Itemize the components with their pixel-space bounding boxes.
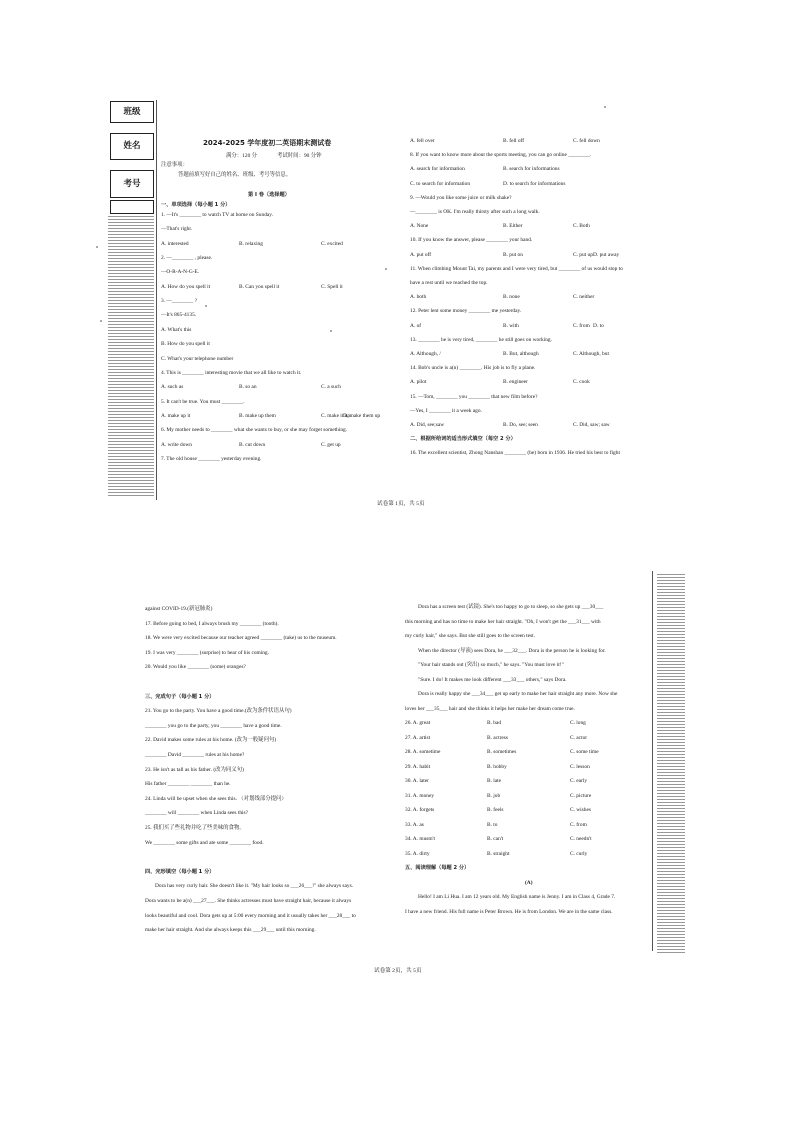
answer-option: B. with xyxy=(503,322,519,329)
answer-option: B. Can you spell it xyxy=(239,283,280,290)
question-line: 7. The old house ________ yesterday evening. xyxy=(161,455,262,462)
question-line: ________ David ________ rules at his home? xyxy=(145,752,245,758)
question-line: Hello! I am Li Hua. I am 12 years old. My English name is Jenny. I am in Class 4, Grade 7. xyxy=(418,894,616,900)
question-line: 10. If you know the answer, please ________ your hand. xyxy=(410,237,533,244)
answer-option: A. fell over xyxy=(410,138,435,144)
answer-option: D. to search for informations xyxy=(503,180,566,187)
answer-option: C. fell down xyxy=(573,138,600,144)
answer-option: 27. A. artist xyxy=(405,734,431,741)
answer-option: B. hobby xyxy=(487,763,507,770)
scan-speck xyxy=(604,106,606,108)
section1-heading: 一、单项选择（每小题 1 分） xyxy=(161,202,231,208)
question-line: His father ________ ________ than he. xyxy=(145,781,231,788)
answer-option: B. But, although xyxy=(503,351,539,357)
answer-option: B. job xyxy=(487,792,501,799)
question-line: B. How do you spell it xyxy=(161,341,210,348)
answer-option: A. write down xyxy=(161,441,192,448)
answer-option: C. actor xyxy=(570,734,588,741)
question-line: C. What's your telephone number xyxy=(161,355,234,362)
exam-score: 满分：120 分 xyxy=(226,153,257,159)
answer-option: C. get up xyxy=(321,441,341,448)
answer-option: B. none xyxy=(503,294,520,301)
seal-line-strip-right xyxy=(657,573,685,953)
question-line: I have a new friend. His full name is Peter Brown. He is from London. We are in the same class. xyxy=(405,908,613,915)
answer-option: A. make up it xyxy=(161,412,191,419)
answer-option: C. to search for information xyxy=(410,180,471,187)
answer-option: A. of xyxy=(410,322,422,329)
answer-option: B. fell off xyxy=(503,138,525,144)
answer-option: C. Did, saw; saw xyxy=(573,422,610,428)
question-line: —It's 865-4135. xyxy=(161,312,197,319)
question-line: 14. Bob's uncle is a(n) ________. His job is to fly a plane. xyxy=(410,365,536,372)
question-line: (A) xyxy=(525,879,533,886)
notes-title: 注意事项： xyxy=(161,162,188,168)
question-line: 9. —Would you like some juice or milk shake? xyxy=(410,194,512,201)
question-line: "Your hair stands out (突出) so much," he says. "You must love it!" xyxy=(418,662,564,668)
answer-option: D. make them up xyxy=(343,412,381,419)
answer-option: B. late xyxy=(487,778,502,784)
question-line: looks beautiful and cool. Dora gets up at 5:00 every morning and it usually takes her ___28___ to xyxy=(145,912,356,919)
answer-option: 33. A. as xyxy=(405,821,424,828)
question-line: 20. Would you like ________ (some) oranges? xyxy=(145,664,246,671)
answer-option: B. search for informations xyxy=(503,166,560,173)
answer-option: C. from xyxy=(573,322,590,329)
answer-option: C. lesson xyxy=(570,763,590,770)
seal-line-right xyxy=(652,571,653,951)
question-line: 16. The excellent scientist, Zhong Nanshan ________ (be) born in 1936. He tried his best to fight xyxy=(410,450,620,457)
question-line: 4. This is ________ interesting movie that we all like to watch it. xyxy=(161,369,302,376)
answer-option: A. None xyxy=(410,223,429,230)
answer-option: D. to xyxy=(593,322,604,329)
name-field-box xyxy=(110,133,154,160)
question-line: —Yes, I ________ it a week ago. xyxy=(410,407,482,414)
answer-option: B. bad xyxy=(487,720,502,726)
scan-speck xyxy=(205,305,207,307)
question-line: 三、完成句子（每小题 1 分） xyxy=(145,693,215,700)
answer-option: D. put away xyxy=(593,251,620,258)
answer-option: B. put on xyxy=(503,251,523,258)
answer-option: 31. A. money xyxy=(405,792,435,799)
question-line: 24. Linda will be upset when she sees this. （对划线部分提问） xyxy=(145,795,287,802)
question-line: 23. He isn't as tall as his father. (改为同义句) xyxy=(145,766,244,773)
answer-option: A. search for information xyxy=(410,166,465,173)
answer-option: A. How do you spell it xyxy=(161,283,211,290)
answer-option: A. such as xyxy=(161,384,184,391)
question-line: 五、阅读理解（每题 2 分） xyxy=(405,865,470,871)
answer-option: C. put up xyxy=(573,251,593,258)
question-line: 17. Before going to bed, I always brush my ________ (tooth). xyxy=(145,620,279,627)
scan-speck xyxy=(100,320,102,322)
question-line: 1. —It's ________ to watch TV at home on Sunday. xyxy=(161,212,273,218)
part1-heading: 第 I 卷（选择题） xyxy=(248,192,290,198)
question-line: Dora has a screen test (试镜). She's too happy to go to sleep, so she gets up ___30___ xyxy=(418,604,604,610)
question-line: 22. David makes some rules at his home. (改为一般疑问句) xyxy=(145,737,277,744)
question-line: my curly hair," she says. But she still goes to the screen test. xyxy=(405,633,535,639)
question-line: 二、根据所给词的适当形式填空（每空 2 分） xyxy=(410,436,516,443)
class-field-label: 班级 xyxy=(123,106,141,117)
question-line: ________ will ________ when Linda sees this? xyxy=(145,810,249,817)
question-line: —O-R-A-N-G-E. xyxy=(161,269,200,276)
exam-time: 考试时间：90 分钟 xyxy=(277,153,322,159)
exam-title: 2024-2025 学年度初二英语期末测试卷 xyxy=(203,139,332,147)
class-field-box xyxy=(110,101,154,123)
answer-option: 35. A. dirty xyxy=(405,850,430,857)
question-line: 21. You go to the party. You have a good time.(改为条件状语从句) xyxy=(145,708,292,715)
answer-option: 30. A. later xyxy=(405,778,429,784)
answer-option: B. make up them xyxy=(239,412,276,419)
seal-line-strip xyxy=(108,216,154,496)
page1-footer: 试卷第 1页，共 5页 xyxy=(377,501,425,507)
question-line: 2. —________ , please. xyxy=(161,255,213,262)
question-line: 8. If you want to know more about the sports meeting, you can go online ________. xyxy=(410,152,592,159)
answer-option: C. long xyxy=(570,720,586,726)
answer-option: C. picture xyxy=(570,792,592,799)
answer-option: B. relaxing xyxy=(239,240,263,247)
question-line: against COVID-19.(新冠肺炎) xyxy=(145,606,213,612)
answer-option: B. Either xyxy=(503,223,523,230)
answer-option: C. needn't xyxy=(570,836,592,842)
answer-option: 26. A. great xyxy=(405,720,431,726)
id-field-box xyxy=(110,170,154,198)
question-line: Dora has very curly hair. She doesn't like it. "My hair looks so ___26___!" she always says. xyxy=(155,883,354,890)
answer-option: B. so an xyxy=(239,384,257,391)
page-2 xyxy=(0,561,794,1122)
question-line: A. What's this xyxy=(161,326,192,333)
answer-option: B. actress xyxy=(487,734,508,741)
answer-option: B. can't xyxy=(487,836,504,842)
answer-option: A. Did, see;saw xyxy=(410,422,445,428)
answer-option: C. Both xyxy=(573,223,590,230)
answer-option: C. Spell it xyxy=(321,283,343,290)
answer-option: B. sometimes xyxy=(487,749,517,755)
answer-option: C. neither xyxy=(573,294,595,301)
question-line: 25. 我们买了些礼物并吃了些美味的食物。 xyxy=(145,825,245,831)
answer-option: B. cut down xyxy=(239,441,266,448)
answer-option: C. Although, but xyxy=(573,351,609,357)
answer-option: C. some time xyxy=(570,749,599,755)
question-line: 12. Peter lent some money ________ me yesterday. xyxy=(410,308,522,315)
question-line: —That's right. xyxy=(161,226,193,233)
question-line: this morning and has no time to make her hair straight. "Oh, I won't get the ___31___ with xyxy=(405,618,601,625)
answer-option: B. Do, see; seen xyxy=(503,422,538,428)
question-line: 5. It can't be true. You must ________. xyxy=(161,398,245,405)
blank-box xyxy=(110,200,154,214)
answer-option: 28. A. sometime xyxy=(405,749,441,755)
answer-option: A. pilot xyxy=(410,379,427,386)
answer-option: C. wishes xyxy=(570,807,591,813)
answer-option: A. Although, / xyxy=(410,351,441,357)
name-field-label: 姓名 xyxy=(123,141,141,152)
question-line: 19. I was very ________ (surprise) to hear of his coming. xyxy=(145,649,269,656)
question-line: When the director (导演) sees Dora, he ___32___. Dora is the person he is looking for. xyxy=(418,647,606,654)
answer-option: C. early xyxy=(570,778,588,784)
question-line: 18. We were very excited because our teacher agreed ________ (take) us to the museum. xyxy=(145,635,337,642)
page2-footer: 试卷第 2页，共 5页 xyxy=(374,968,422,974)
answer-option: C. cook xyxy=(573,379,590,386)
answer-option: A. put off xyxy=(410,251,432,258)
answer-option: A. both xyxy=(410,294,427,301)
seal-line xyxy=(156,100,157,500)
answer-option: B. straight xyxy=(487,850,510,857)
answer-option: A. interested xyxy=(161,240,189,247)
question-line: 15. —Tom, ________ you ________ that new film before? xyxy=(410,393,538,400)
question-line: 6. My mother needs to ________ what she wants to buy, or she may forget something. xyxy=(161,427,348,434)
notes-text: 答题前填写好自己的姓名、班级、考号等信息。 xyxy=(178,172,292,178)
answer-option: C. make it up xyxy=(321,412,351,419)
question-line: "Sure. I do! It makes me look different ___33___ others," says Dora. xyxy=(418,676,567,683)
answer-option: 29. A. habit xyxy=(405,763,431,770)
scan-speck xyxy=(385,268,387,270)
scan-speck xyxy=(96,246,98,248)
question-line: We ________ some gifts and ate some ________ food. xyxy=(145,839,264,846)
answer-option: C. curly xyxy=(570,850,588,857)
question-line: 四、完形填空（每小题 1 分） xyxy=(145,868,215,875)
answer-option: B. feels xyxy=(487,807,504,813)
answer-option: C. excited xyxy=(321,240,343,247)
question-line: loves her ___35___ hair and she thinks it helps her make her dream come true. xyxy=(405,705,575,712)
question-line: 13. ________ he is very tired, ________ he still goes on working. xyxy=(410,336,552,343)
question-line: Dora wants to be a(n) ___27___. She thinks actresses must have straight hair, because it always xyxy=(145,898,352,904)
answer-option: 34. A. mustn't xyxy=(405,836,436,842)
question-line: 11. When climbing Mount Tai, my parents and I were very tired, but ________ of us would stop to xyxy=(410,265,623,272)
question-line: ________ you go to the party, you ________ have a good time. xyxy=(145,722,282,729)
id-field-label: 考号 xyxy=(123,178,141,189)
question-line: —________ is OK. I'm really thirsty after such a long walk. xyxy=(410,209,540,215)
question-line: Dora is really happy she ___34___ get up early to make her hair straight any more. Now she xyxy=(418,691,618,697)
answer-option: 32. A. forgets xyxy=(405,807,435,813)
answer-option: B. to xyxy=(487,821,498,828)
answer-option: B. engineer xyxy=(503,379,528,386)
question-line: make her hair straight. And she always keeps this ___29___ until this morning. xyxy=(145,927,316,934)
answer-option: C. from xyxy=(570,821,587,828)
question-line: have a rest until we reached the top. xyxy=(410,280,488,286)
question-line: 3. —________ ? xyxy=(161,298,198,305)
scan-speck xyxy=(330,330,332,332)
answer-option: C. a such xyxy=(321,384,341,391)
